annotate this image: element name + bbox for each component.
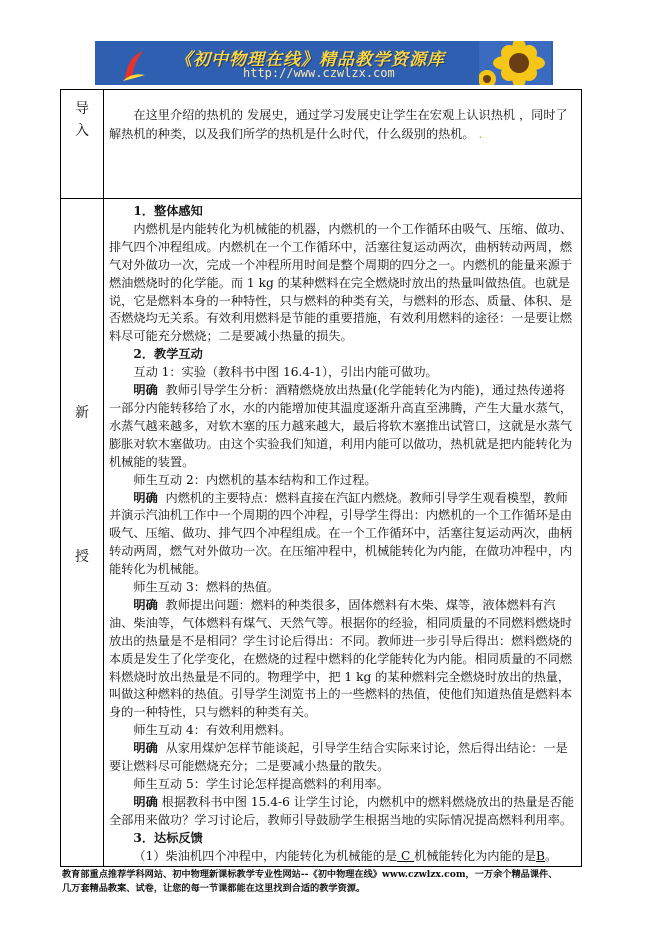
interaction-2-text: 内燃机的主要特点：燃料直接在汽缸内燃烧。教师引导学生观看模型，教师并演示汽油机工作中一个周期的四个冲程，引导学生得出：内燃机的一个工作循环是由吸气、压缩、做功、排气四个冲程组成。在一个工作循环中，活塞往复运动两次，曲柄转动两周，燃气对外做功一次。在压缩冲程中，机械能转化为内能，在做功冲程中，内能转化为机械能。 (109, 490, 573, 577)
mingque-label: 明确 (133, 597, 158, 612)
footer-line-2: 几万套精品教案、试卷，让您的每一节课都能在这里找到合适的教学资源。 (62, 883, 366, 894)
interaction-5-body (109, 794, 577, 830)
lesson-plan-table (60, 89, 582, 867)
new-lesson-label-char-1: 新 (75, 405, 89, 421)
mingque-label: 明确 (133, 383, 158, 398)
new-lesson-row (61, 199, 582, 867)
section-overview-text: 内燃机是内能转化为机械能的机器，内燃机的一个工作循环由吸气、压缩、做功、排气四个冲程组成。内燃机在一个工作循环中，活塞往复运动两次，曲柄转动两周，燃气对外做功一次，完成一个冲程所用时间是整个周期的四分之一。内燃机的能量来源于燃油燃烧时的化学能。而 1 kg 的某种燃料在完全燃烧时放出的热量叫做热值。也就是说，它是燃料本身的一种特性，只与燃料的种类有关，与燃料的形态、质量、体积、是否燃烧均无关系。有效利用燃料是节能的重要措施，有效利用燃料的途径：一是要让燃料尽可能充分燃烧；二是要减小热量的损失。 (109, 221, 573, 344)
question-1-middle: 机械能转化为内能的是 (414, 848, 537, 863)
page-footer (62, 868, 602, 896)
interaction-1-text: 教师引导学生分析：酒精燃烧放出热量(化学能转化为内能)，通过热传递将一部分内能转移给了水，水的内能增加使其温度逐渐升高直至沸腾，产生大量水蒸气，水蒸气越来越多，对软木塞的压力越来越大，最后将软木塞推出试管口，这就是水蒸气膨胀对软木塞做功。由这个实验我们知道，利用内能可以做功，热机就是把内能转化为机械能的装置。 (109, 383, 573, 469)
section-heading-feedback: 3．达标反馈 (133, 830, 203, 845)
banner-title: 《初中物理在线》精品教学资源库 (175, 50, 445, 70)
banner-url: http://www.czwlzx.com (243, 66, 395, 80)
sunflower-icon (479, 41, 551, 85)
mingque-label: 明确 (133, 741, 158, 756)
mingque-label: 明确 (133, 794, 158, 809)
site-logo-icon (121, 49, 147, 83)
question-1-answer-1: C (397, 848, 415, 863)
intro-label-char-1: 导 (75, 101, 89, 117)
new-lesson-label-char-2: 授 (75, 549, 89, 565)
intro-content (104, 90, 582, 199)
question-1 (109, 848, 577, 866)
intro-label-char-2: 入 (75, 123, 89, 139)
interaction-3-title: 师生互动 3：燃料的热值。 (133, 580, 280, 595)
intro-label (61, 90, 104, 199)
interaction-1-body (109, 382, 577, 472)
site-banner (95, 41, 553, 85)
interaction-1-title: 互动 1：实验（教科书中图 16.4-1），引出内能可做功。 (133, 365, 438, 380)
new-lesson-content (104, 199, 582, 867)
footer-line-1: 教育部重点推荐学科网站、初中物理新课标教学专业性网站--《初中物理在线》www.czwlzx.com，一万余个精品课件、 (62, 869, 558, 880)
section-heading-overview: 1．整体感知 (133, 204, 203, 218)
interaction-4-text: 从家用煤炉怎样节能谈起，引导学生结合实际来讨论，然后得出结论：一是要让燃料尽可能燃烧充分；二是要减小热量的散失。 (109, 741, 568, 774)
section-heading-interaction: 2．教学互动 (133, 347, 203, 362)
interaction-3-body (109, 597, 577, 722)
interaction-2-title: 师生互动 2：内燃机的基本结构和工作过程。 (133, 472, 377, 487)
question-1-prefix: （1）柴油机四个冲程中，内能转化为机械能的是 (133, 848, 398, 863)
interaction-3-text: 教师提出问题：燃料的种类很多，固体燃料有木柴、煤等，液体燃料有汽油、柴油等，气体燃料有煤气、天然气等。根据你的经验，相同质量的不同燃料燃烧时放出的热量是不是相同？学生讨论后得出：不同。教师进一步引导后得出：燃料燃烧的本质是发生了化学变化，在燃烧的过程中燃料的化学能转化为内能。相同质量的不同燃料燃烧时放出热量是不同的。物理学中，把 1 kg 的某种燃料完全燃烧时放出的热量，叫做这种燃料的热值。引导学生浏览书上的一些燃料的热值，使他们知道热值是燃料本身的一种特性，只与燃料的种类有关。 (109, 597, 573, 720)
intro-row (61, 90, 582, 199)
question-1-end: 。 (545, 848, 558, 863)
interaction-5-text: 根据教科书中图 15.4-6 让学生讨论，内燃机中的燃料燃烧放出的热量是否能全部用来做功？学习讨论后，教师引导鼓励学生根据当地的实际情况提高燃料利用率。 (109, 794, 575, 827)
mingque-label: 明确 (133, 490, 158, 505)
interaction-5-title: 师生互动 5：学生讨论怎样提高燃料的利用率。 (133, 777, 389, 791)
intro-text: 在这里介绍的热机的 发展史，通过学习发展史让学生在宏观上认识热机 ，同时了解热机的种类，以及我们所学的热机是什么时代，什么级别的热机。 (109, 108, 568, 141)
intro-mark: . (478, 127, 483, 141)
interaction-4-title: 师生互动 4：有效利用燃料。 (133, 723, 292, 738)
question-1-answer-2: B (536, 848, 546, 863)
interaction-2-body (109, 490, 577, 580)
new-lesson-label (61, 199, 104, 867)
interaction-4-body (109, 740, 577, 776)
